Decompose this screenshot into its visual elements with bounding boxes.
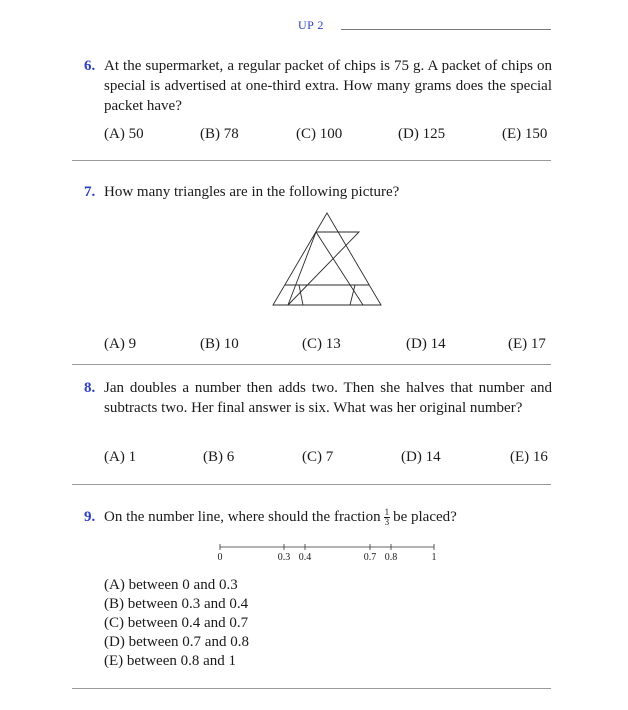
question-9-option-a[interactable]: (A) between 0 and 0.3 (104, 577, 238, 593)
question-9 (84, 507, 552, 529)
question-6 (84, 56, 552, 118)
question-8-option-a[interactable]: (A) 1 (104, 449, 137, 465)
header-label: UP 2 (298, 18, 324, 32)
question-8-number: 8. (84, 380, 96, 396)
tick-label-0-8: 0.8 (384, 552, 398, 563)
question-8-option-e[interactable]: (E) 16 (510, 449, 548, 465)
number-line (210, 542, 446, 566)
question-7 (84, 182, 552, 202)
question-7-option-d[interactable]: (D) 14 (406, 336, 446, 352)
question-9-option-e[interactable]: (E) between 0.8 and 1 (104, 653, 237, 669)
tick-label-0-4: 0.4 (298, 552, 312, 563)
question-7-option-b[interactable]: (B) 10 (200, 336, 239, 352)
question-9-option-c[interactable]: (C) between 0.4 and 0.7 (104, 615, 249, 631)
question-7-option-a[interactable]: (A) 9 (104, 336, 137, 352)
question-9-text-before: On the number line, where should the fraction (104, 509, 381, 525)
question-8-option-d[interactable]: (D) 14 (401, 449, 441, 465)
question-7-option-e[interactable]: (E) 17 (508, 336, 546, 352)
question-8-option-b[interactable]: (B) 6 (203, 449, 235, 465)
question-8-option-c[interactable]: (C) 7 (302, 449, 334, 465)
header-rule (341, 29, 551, 30)
question-9-options (104, 576, 249, 671)
fraction-one-third (384, 508, 391, 527)
question-8-options (104, 449, 552, 467)
question-8-text: Jan doubles a number then adds two. Then she halves that number and subtracts two. Her final answer is six. What was her original number? (104, 380, 552, 416)
question-6-option-b[interactable]: (B) 78 (200, 126, 239, 142)
question-6-option-d[interactable]: (D) 125 (398, 126, 446, 142)
question-6-option-c[interactable]: (C) 100 (296, 126, 343, 142)
left-corner-line (299, 285, 303, 305)
question-8 (84, 378, 552, 440)
question-7-text: How many triangles are in the following picture? (104, 184, 400, 200)
fraction-denominator: 3 (384, 517, 390, 528)
divider (72, 364, 551, 365)
tick-label-0-3: 0.3 (277, 552, 291, 563)
divider (72, 484, 551, 485)
question-9-option-d[interactable]: (D) between 0.7 and 0.8 (104, 634, 249, 650)
page-header (0, 18, 628, 34)
question-9-number: 9. (84, 509, 96, 525)
triangles-figure (270, 210, 385, 308)
question-9-option-b[interactable]: (B) between 0.3 and 0.4 (104, 596, 249, 612)
tick-label-1: 1 (431, 552, 437, 563)
divider (72, 688, 551, 689)
question-7-number: 7. (84, 184, 96, 200)
question-7-option-c[interactable]: (C) 13 (302, 336, 341, 352)
question-9-text (104, 507, 552, 527)
question-6-text: At the supermarket, a regular packet of chips is 75 g. A packet of chips on special is advertised at one-third extra. How many grams does the special packet have? (104, 58, 552, 114)
fraction-numerator: 1 (384, 507, 390, 518)
tick-label-0: 0 (217, 552, 223, 563)
question-6-number: 6. (84, 58, 96, 74)
question-6-option-a[interactable]: (A) 50 (104, 126, 144, 142)
tick-label-0-7: 0.7 (363, 552, 377, 563)
divider (72, 160, 551, 161)
question-6-options (104, 126, 552, 144)
question-7-options (104, 336, 552, 354)
question-9-text-after: be placed? (393, 509, 457, 525)
outer-triangle (273, 213, 381, 305)
question-6-option-e[interactable]: (E) 150 (502, 126, 548, 142)
